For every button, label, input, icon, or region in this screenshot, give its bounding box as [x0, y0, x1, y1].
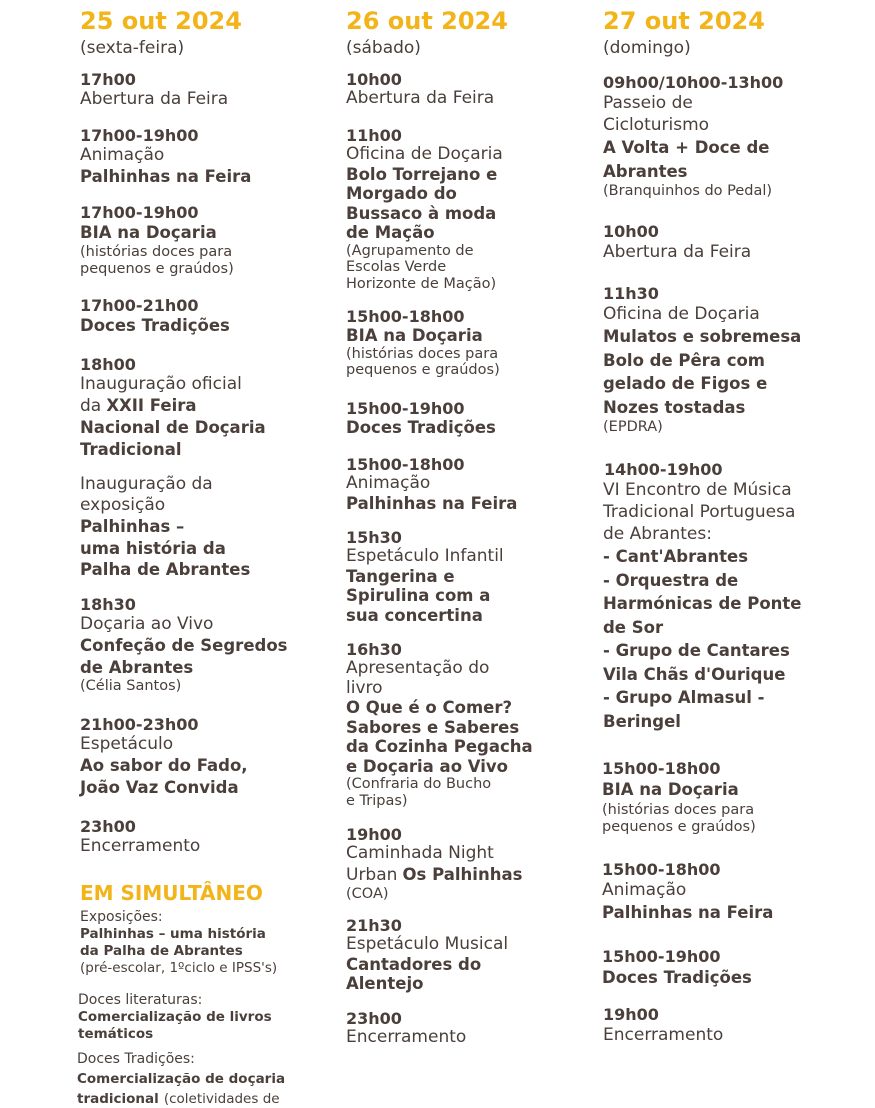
event-desc: Animação: [80, 145, 165, 165]
event-time: 18h00: [80, 355, 136, 374]
event-title: Palhinhas na Feira: [602, 903, 774, 922]
event-desc: Apresentação do livro: [346, 658, 490, 698]
event-desc: Inauguração da exposição: [80, 474, 213, 515]
event-title: Confeção de Segredos de Abrantes: [80, 636, 288, 677]
event-note: (Confraria do Bucho e Tripas): [346, 776, 492, 809]
event-time: 11h30: [603, 284, 659, 303]
simultaneo-label: Doces Tradições:: [77, 1051, 195, 1067]
event-time: 21h00-23h00: [80, 715, 199, 734]
event-time: 21h30: [346, 916, 402, 935]
event: [346, 640, 576, 809]
event-title: Palhinhas na Feira: [346, 493, 518, 513]
event-note: (Célia Santos): [80, 678, 182, 694]
event-time: 10h00: [346, 70, 402, 89]
event: [346, 399, 576, 438]
event-time: 15h00-18h00: [346, 307, 465, 326]
event: [603, 222, 853, 263]
day-weekday: (sábado): [346, 38, 421, 58]
event-desc: Inauguração oficial: [80, 374, 242, 394]
simultaneo-note: (coletividades de: [163, 1091, 280, 1107]
simultaneo-title-text: Comercialização de livros temáticos: [78, 1009, 272, 1042]
event-note: (COA): [346, 885, 389, 902]
event-title-inline: XXII Feira: [106, 396, 197, 415]
event-title: BIA na Doçaria: [80, 223, 217, 242]
event-time: 15h00-18h00: [602, 860, 721, 879]
event: [603, 1005, 853, 1046]
event: [604, 460, 853, 733]
simultaneo-title-line: [77, 1068, 317, 1108]
event: [602, 759, 853, 836]
event: [346, 70, 576, 109]
simultaneo-label: Exposições:: [80, 909, 163, 925]
event-desc: Oficina de Doçaria: [346, 144, 503, 164]
event: [80, 203, 310, 278]
event-desc-line: [80, 395, 310, 417]
event-desc: Animação: [602, 880, 687, 900]
event-title: Mulatos e sobremesa Bolo de Pêra com gelado de Figos e Nozes tostadas: [603, 327, 802, 417]
event: [80, 70, 310, 110]
event-desc: Animação: [346, 473, 431, 493]
event-note: (Agrupamento de Escolas Verde Horizonte de Mação): [346, 242, 497, 292]
event-desc: VI Encontro de Música Tradicional Portuguesa de Abrantes:: [603, 480, 796, 544]
event: [346, 528, 576, 625]
event: [346, 126, 576, 292]
simultaneo-block: [80, 909, 295, 977]
event-time: 17h00-21h00: [80, 296, 199, 315]
event-desc: Encerramento: [80, 836, 201, 856]
event-time: 17h00: [80, 70, 136, 89]
event-desc: Espetáculo Musical: [346, 934, 509, 954]
event-time: 15h00-18h00: [346, 455, 465, 474]
event: [80, 296, 310, 337]
simultaneo-title-text: Palhinhas – uma história da Palha de Abrantes: [80, 926, 266, 959]
event-desc: Abertura da Feira: [80, 89, 229, 109]
day-date: 25 out 2024: [80, 7, 242, 35]
event-note: (histórias doces para pequenos e graúdos): [346, 345, 500, 378]
event-note: (EPDRA): [603, 419, 663, 435]
event-desc: Abertura da Feira: [346, 88, 495, 108]
event: [603, 284, 853, 436]
event-time: 15h00-19h00: [602, 947, 721, 966]
simultaneo-note: (pré-escolar, 1ºciclo e IPSS's): [80, 960, 278, 976]
event: [80, 474, 310, 581]
event-desc-line: [346, 864, 576, 886]
event-desc: Encerramento: [603, 1025, 724, 1045]
event-desc: Encerramento: [346, 1027, 467, 1047]
event: [346, 916, 576, 994]
event-time: 16h30: [346, 640, 402, 659]
event-time: 10h00: [603, 222, 659, 241]
event-desc: Espetáculo Infantil: [346, 546, 504, 566]
event-time: 17h00-19h00: [80, 126, 199, 145]
event-time: 15h30: [346, 528, 402, 547]
day-weekday: (sexta-feira): [80, 38, 185, 58]
event-title-inline: Os Palhinhas: [402, 864, 523, 884]
day-date: 26 out 2024: [346, 7, 508, 35]
event-title: BIA na Doçaria: [602, 780, 739, 799]
event-title: Doces Tradições: [602, 968, 752, 987]
event-title: Palhinhas na Feira: [80, 167, 252, 186]
simultaneo-title-text: Comercialização de doçaria tradicional: [77, 1071, 286, 1107]
event: [346, 307, 576, 379]
event-title: Cantadores do Alentejo: [346, 954, 482, 993]
event: [80, 126, 310, 188]
event-desc-prefix: da: [80, 396, 102, 416]
event-time: 18h30: [80, 595, 136, 614]
event-title: - Cant'Abrantes - Orquestra de Harmónicas de Ponte de Sor - Grupo de Cantares Vila Chãs d'Ourique - Grupo Almasul - Beringel: [603, 547, 802, 731]
event-desc: Caminhada Night: [346, 843, 494, 863]
event-title: Ao sabor do Fado, João Vaz Convida: [80, 756, 248, 797]
event-time: 19h00: [603, 1005, 659, 1024]
event-desc: Passeio de Cicloturismo: [603, 93, 710, 135]
event-time: 14h00-19h00: [604, 460, 723, 479]
simultaneo-block: [77, 1051, 317, 1108]
event-title: A Volta + Doce de Abrantes: [603, 138, 770, 181]
event-title: Tangerina e Spirulina com a sua concertina: [346, 566, 491, 625]
event-desc: Oficina de Doçaria: [603, 304, 760, 324]
event-desc: Espetáculo: [80, 734, 174, 754]
event-title: O Que é o Comer? Sabores e Saberes da Cozinha Pegacha e Doçaria ao Vivo: [346, 698, 533, 776]
event-desc: Abertura da Feira: [603, 242, 752, 262]
day-date: 27 out 2024: [603, 7, 765, 35]
event-title: Nacional de Doçaria Tradicional: [80, 418, 266, 459]
event-time: 15h00-19h00: [346, 399, 465, 418]
day-weekday: (domingo): [603, 38, 691, 58]
event-time: 09h00/10h00-13h00: [603, 73, 784, 92]
event-note: (Branquinhos do Pedal): [603, 183, 773, 199]
event: [346, 455, 576, 513]
event: [80, 595, 310, 695]
event-time: 17h00-19h00: [80, 203, 199, 222]
event: [80, 817, 310, 857]
event-title: Bolo Torrejano e Morgado do Bussaco à moda de Mação: [346, 164, 498, 242]
simultaneo-label: Doces literaturas:: [78, 992, 203, 1008]
simultaneo-block: [78, 992, 293, 1043]
event-time: 11h00: [346, 126, 402, 145]
event-time: 23h00: [346, 1009, 402, 1028]
event-note: (histórias doces para pequenos e graúdos): [80, 243, 234, 277]
event-time: 15h00-18h00: [602, 759, 721, 778]
simultaneo-title: EM SIMULTÂNEO: [80, 881, 263, 905]
event-time: 23h00: [80, 817, 136, 836]
event-title: Doces Tradições: [346, 418, 496, 437]
event-note: (histórias doces para pequenos e graúdos): [602, 801, 756, 835]
event: [603, 73, 853, 200]
event: [346, 1009, 576, 1048]
event-desc-prefix: Urban: [346, 864, 398, 885]
event: [80, 355, 310, 460]
event: [346, 825, 576, 902]
event: [602, 860, 853, 925]
event-time: 19h00: [346, 825, 402, 844]
event-title: BIA na Doçaria: [346, 326, 483, 345]
event-title: Palhinhas – uma história da Palha de Abrantes: [80, 517, 251, 579]
event-desc: Doçaria ao Vivo: [80, 614, 214, 634]
event: [80, 715, 310, 798]
event-title: Doces Tradições: [80, 316, 230, 335]
event: [602, 947, 853, 990]
